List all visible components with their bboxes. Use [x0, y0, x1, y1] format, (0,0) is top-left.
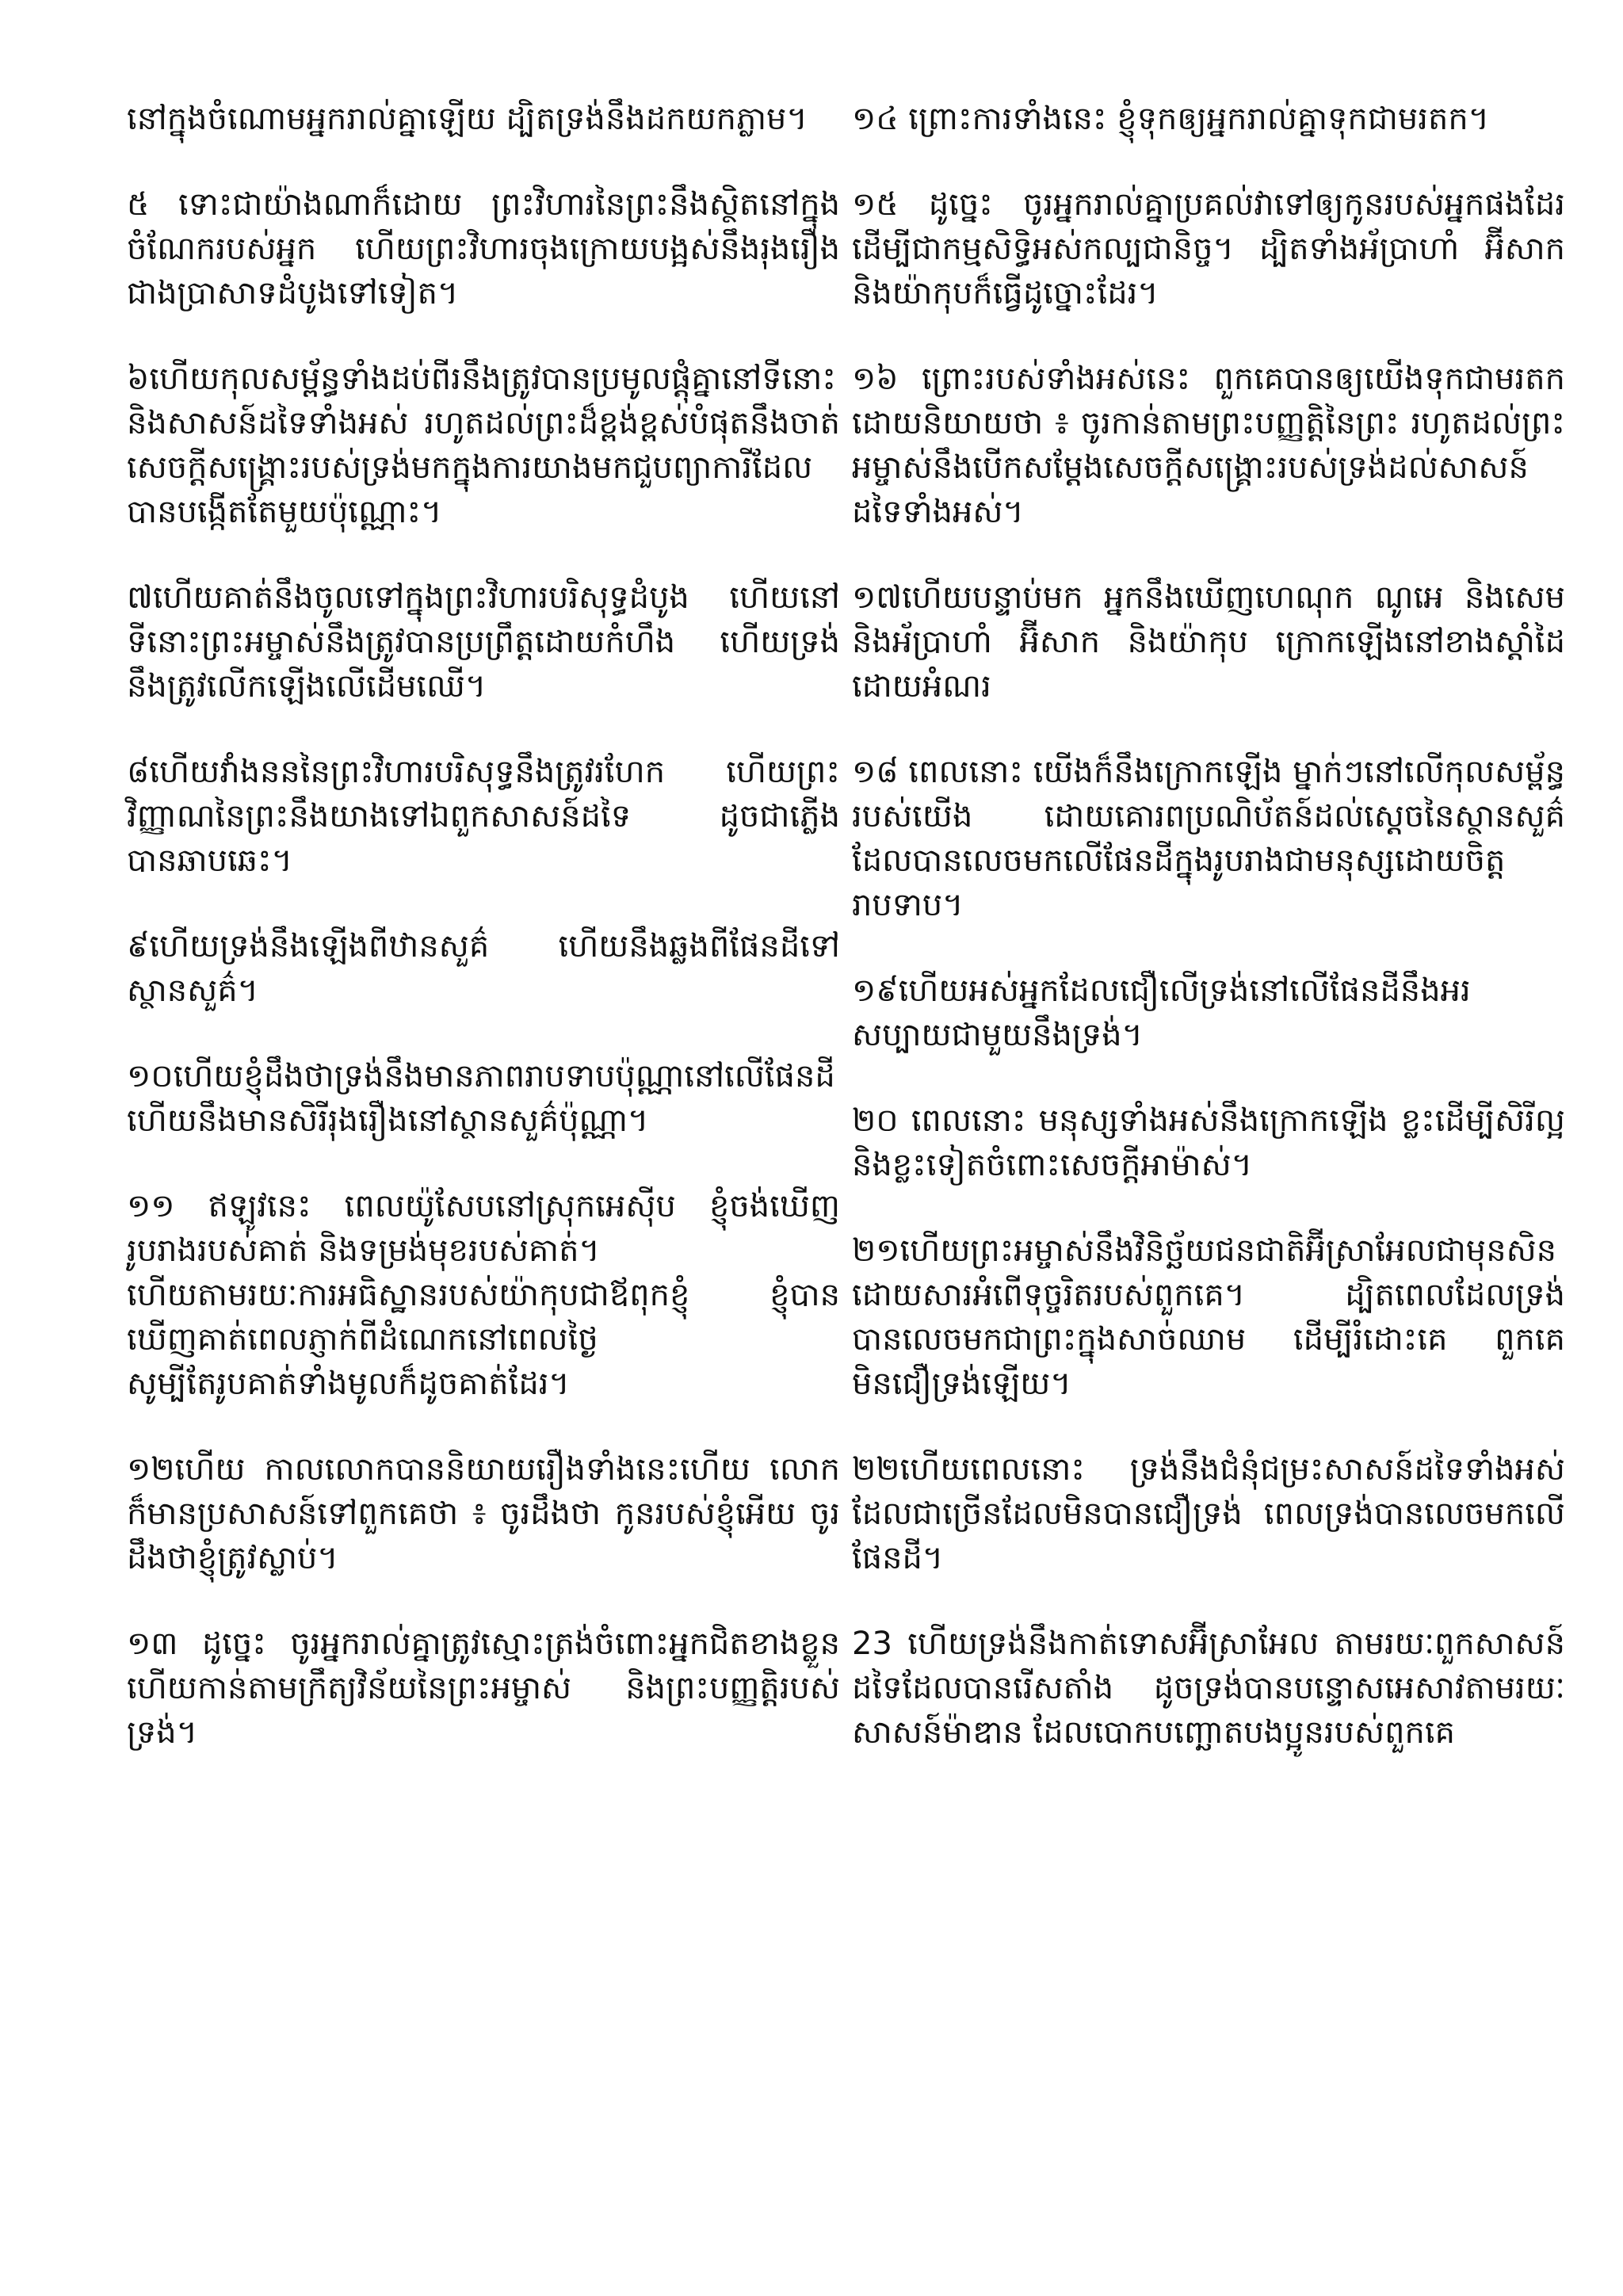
paragraph: ១២ហើយ កាលលោកបាននិយាយរឿងទាំងនេះហើយ លោកក៏មានប្រសាសន៍ទៅពួកគេថា ៖ ចូរដឹងថា កូនរបស់ខ្ញុំអើយ ចូរដឹងថាខ្ញុំត្រូវស្លាប់។	[127, 1451, 840, 1576]
paragraph: ១០ហើយខ្ញុំដឹងថាទ្រង់នឹងមានភាពរាបទាបប៉ុណ្ណានៅលើផែនដី ហើយនឹងមានសិរីរុងរឿងនៅស្ថានសួគ៌ប៉ុណ្ណា។	[127, 1058, 835, 1139]
paragraph: ១៤ ព្រោះការទាំងនេះ ខ្ញុំទុកឲ្យអ្នករាល់គ្នាទុកជាមរតក។	[852, 101, 1490, 137]
paragraph: ៥ ទោះជាយ៉ាងណាក៏ដោយ ព្រះវិហារនៃព្រះនឹងស្ថិតនៅក្នុងចំណែករបស់អ្នក ហើយព្រះវិហារចុងក្រោយបង្អស់នឹងរុងរឿងជាងប្រាសាទដំបូងទៅទៀត។	[127, 186, 840, 311]
right-column	[852, 97, 1565, 1755]
paragraph: ២០ ពេលនោះ មនុស្សទាំងអស់នឹងក្រោកឡើង ខ្លះដើម្បីសិរីល្អ និងខ្លះទៀតចំពោះសេចក្តីអាម៉ាស់។	[852, 1102, 1565, 1183]
paragraph: ១៣ ដូច្នេះ ចូរអ្នករាល់គ្នាត្រូវស្មោះត្រង់ចំពោះអ្នកជិតខាងខ្លួន ហើយកាន់តាមក្រឹត្យវិន័យនៃព្រះអម្ចាស់ និងព្រះបញ្ញត្តិរបស់ទ្រង់។	[127, 1626, 840, 1751]
paragraph: ១៥ ដូច្នេះ ចូរអ្នករាល់គ្នាប្រគល់វាទៅឲ្យកូនរបស់អ្នកផងដែរ ដើម្បីជាកម្មសិទ្ធិអស់កល្បជានិច្ច។ ដ្បិតទាំងអ័ប្រាហាំ អ៊ីសាក និងយ៉ាកុបក៏ធ្វើដូច្នោះដែរ។	[852, 186, 1565, 311]
paragraph: ១៧ហើយបន្ទាប់មក អ្នកនឹងឃើញហេណុក ណូអេ និងសេម និងអ័ប្រាហាំ អ៊ីសាក និងយ៉ាកុប ក្រោកឡើងនៅខាងស្តាំដៃដោយអំណរ	[852, 579, 1565, 705]
paragraph: ១៩ហើយអស់អ្នកដែលជឿលើទ្រង់នៅលើផែនដីនឹងអរសប្បាយជាមួយនឹងទ្រង់។	[852, 972, 1471, 1053]
paragraph: 23 ហើយទ្រង់នឹងកាត់ទោសអ៊ីស្រាអែល តាមរយៈពួកសាសន៍ដទៃដែលបានរើសតាំង ដូចទ្រង់បានបន្ទោសអេសាវតាមរយៈសាសន៍ម៉ាឌាន ដែលបោកបញ្ឆោតបងប្អូនរបស់ពួកគេ	[852, 1626, 1565, 1751]
paragraph: ១៨ ពេលនោះ យើងក៏នឹងក្រោកឡើង ម្នាក់ៗនៅលើកុលសម្ព័ន្ធរបស់យើង ដោយគោរពប្រណិប័តន៍ដល់ស្តេចនៃស្ថានសួគ៌ ដែលបានលេចមកលើផែនដីក្នុងរូបរាងជាមនុស្សដោយចិត្តរាបទាប។	[852, 754, 1565, 923]
paragraph: ៨ហើយវាំងនននៃព្រះវិហារបរិសុទ្ធនឹងត្រូវរហែក ហើយព្រះវិញ្ញាណនៃព្រះនឹងយាងទៅឯពួកសាសន៍ដទៃ ដូចជាភ្លើងបានឆាបឆេះ។	[127, 754, 840, 879]
paragraph: នៅក្នុងចំណោមអ្នករាល់គ្នាឡើយ ដ្បិតទ្រង់នឹងដកយកភ្លាម។	[127, 101, 808, 137]
paragraph: ២១ហើយព្រះអម្ចាស់នឹងវិនិច្ឆ័យជនជាតិអ៊ីស្រាអែលជាមុនសិន ដោយសារអំពើទុច្ចរិតរបស់ពួកគេ។ ដ្បិតពេលដែលទ្រង់បានលេចមកជាព្រះក្នុងសាច់ឈាម ដើម្បីរំដោះគេ ពួកគេមិនជឿទ្រង់ឡើយ។	[852, 1232, 1565, 1402]
paragraph: ២២ហើយពេលនោះ ទ្រង់នឹងជំនុំជម្រះសាសន៍ដទៃទាំងអស់ ដែលជាច្រើនដែលមិនបានជឿទ្រង់ ពេលទ្រង់បានលេចមកលើផែនដី។	[852, 1451, 1565, 1576]
paragraph: ១១ ឥឡូវនេះ ពេលយ៉ូសែបនៅស្រុកអេស៊ីប ខ្ញុំចង់ឃើញរូបរាងរបស់គាត់ និងទម្រង់មុខរបស់គាត់។ ហើយតាមរយៈការអធិស្ឋានរបស់យ៉ាកុបជាឪពុកខ្ញុំ ខ្ញុំបានឃើញគាត់ពេលភ្ញាក់ពីដំណេកនៅពេលថ្ងៃ សូម្បីតែរូបគាត់ទាំងមូលក៏ដូចគាត់ដែរ។	[127, 1188, 840, 1402]
paragraph: ៧ហើយគាត់នឹងចូលទៅក្នុងព្រះវិហារបរិសុទ្ធដំបូង ហើយនៅទីនោះព្រះអម្ចាស់នឹងត្រូវបានប្រព្រឹត្តដោយកំហឹង ហើយទ្រង់នឹងត្រូវលើកឡើងលើដើមឈើ។	[127, 579, 840, 705]
paragraph: ៦ហើយកុលសម្ព័ន្ធទាំងដប់ពីរនឹងត្រូវបានប្រមូលផ្តុំគ្នានៅទីនោះ និងសាសន៍ដទៃទាំងអស់ រហូតដល់ព្រះដ៏ខ្ពង់ខ្ពស់បំផុតនឹងចាត់សេចក្តីសង្គ្រោះរបស់ទ្រង់មកក្នុងការយាងមកជួបព្យាការីដែលបានបង្កើតតែមួយប៉ុណ្ណោះ។	[127, 361, 840, 530]
left-column	[127, 97, 840, 1755]
paragraph: ១៦ ព្រោះរបស់ទាំងអស់នេះ ពួកគេបានឲ្យយើងទុកជាមរតក ដោយនិយាយថា ៖ ចូរកាន់តាមព្រះបញ្ញត្តិនៃព្រះ រហូតដល់ព្រះអម្ចាស់នឹងបើកសម្តែងសេចក្តីសង្គ្រោះរបស់ទ្រង់ដល់សាសន៍ដទៃទាំងអស់។	[852, 361, 1565, 530]
paragraph: ៩ហើយទ្រង់នឹងឡើងពីឋានសួគ៌ ហើយនឹងឆ្លងពីផែនដីទៅស្ថានសួគ៌។	[127, 928, 840, 1009]
